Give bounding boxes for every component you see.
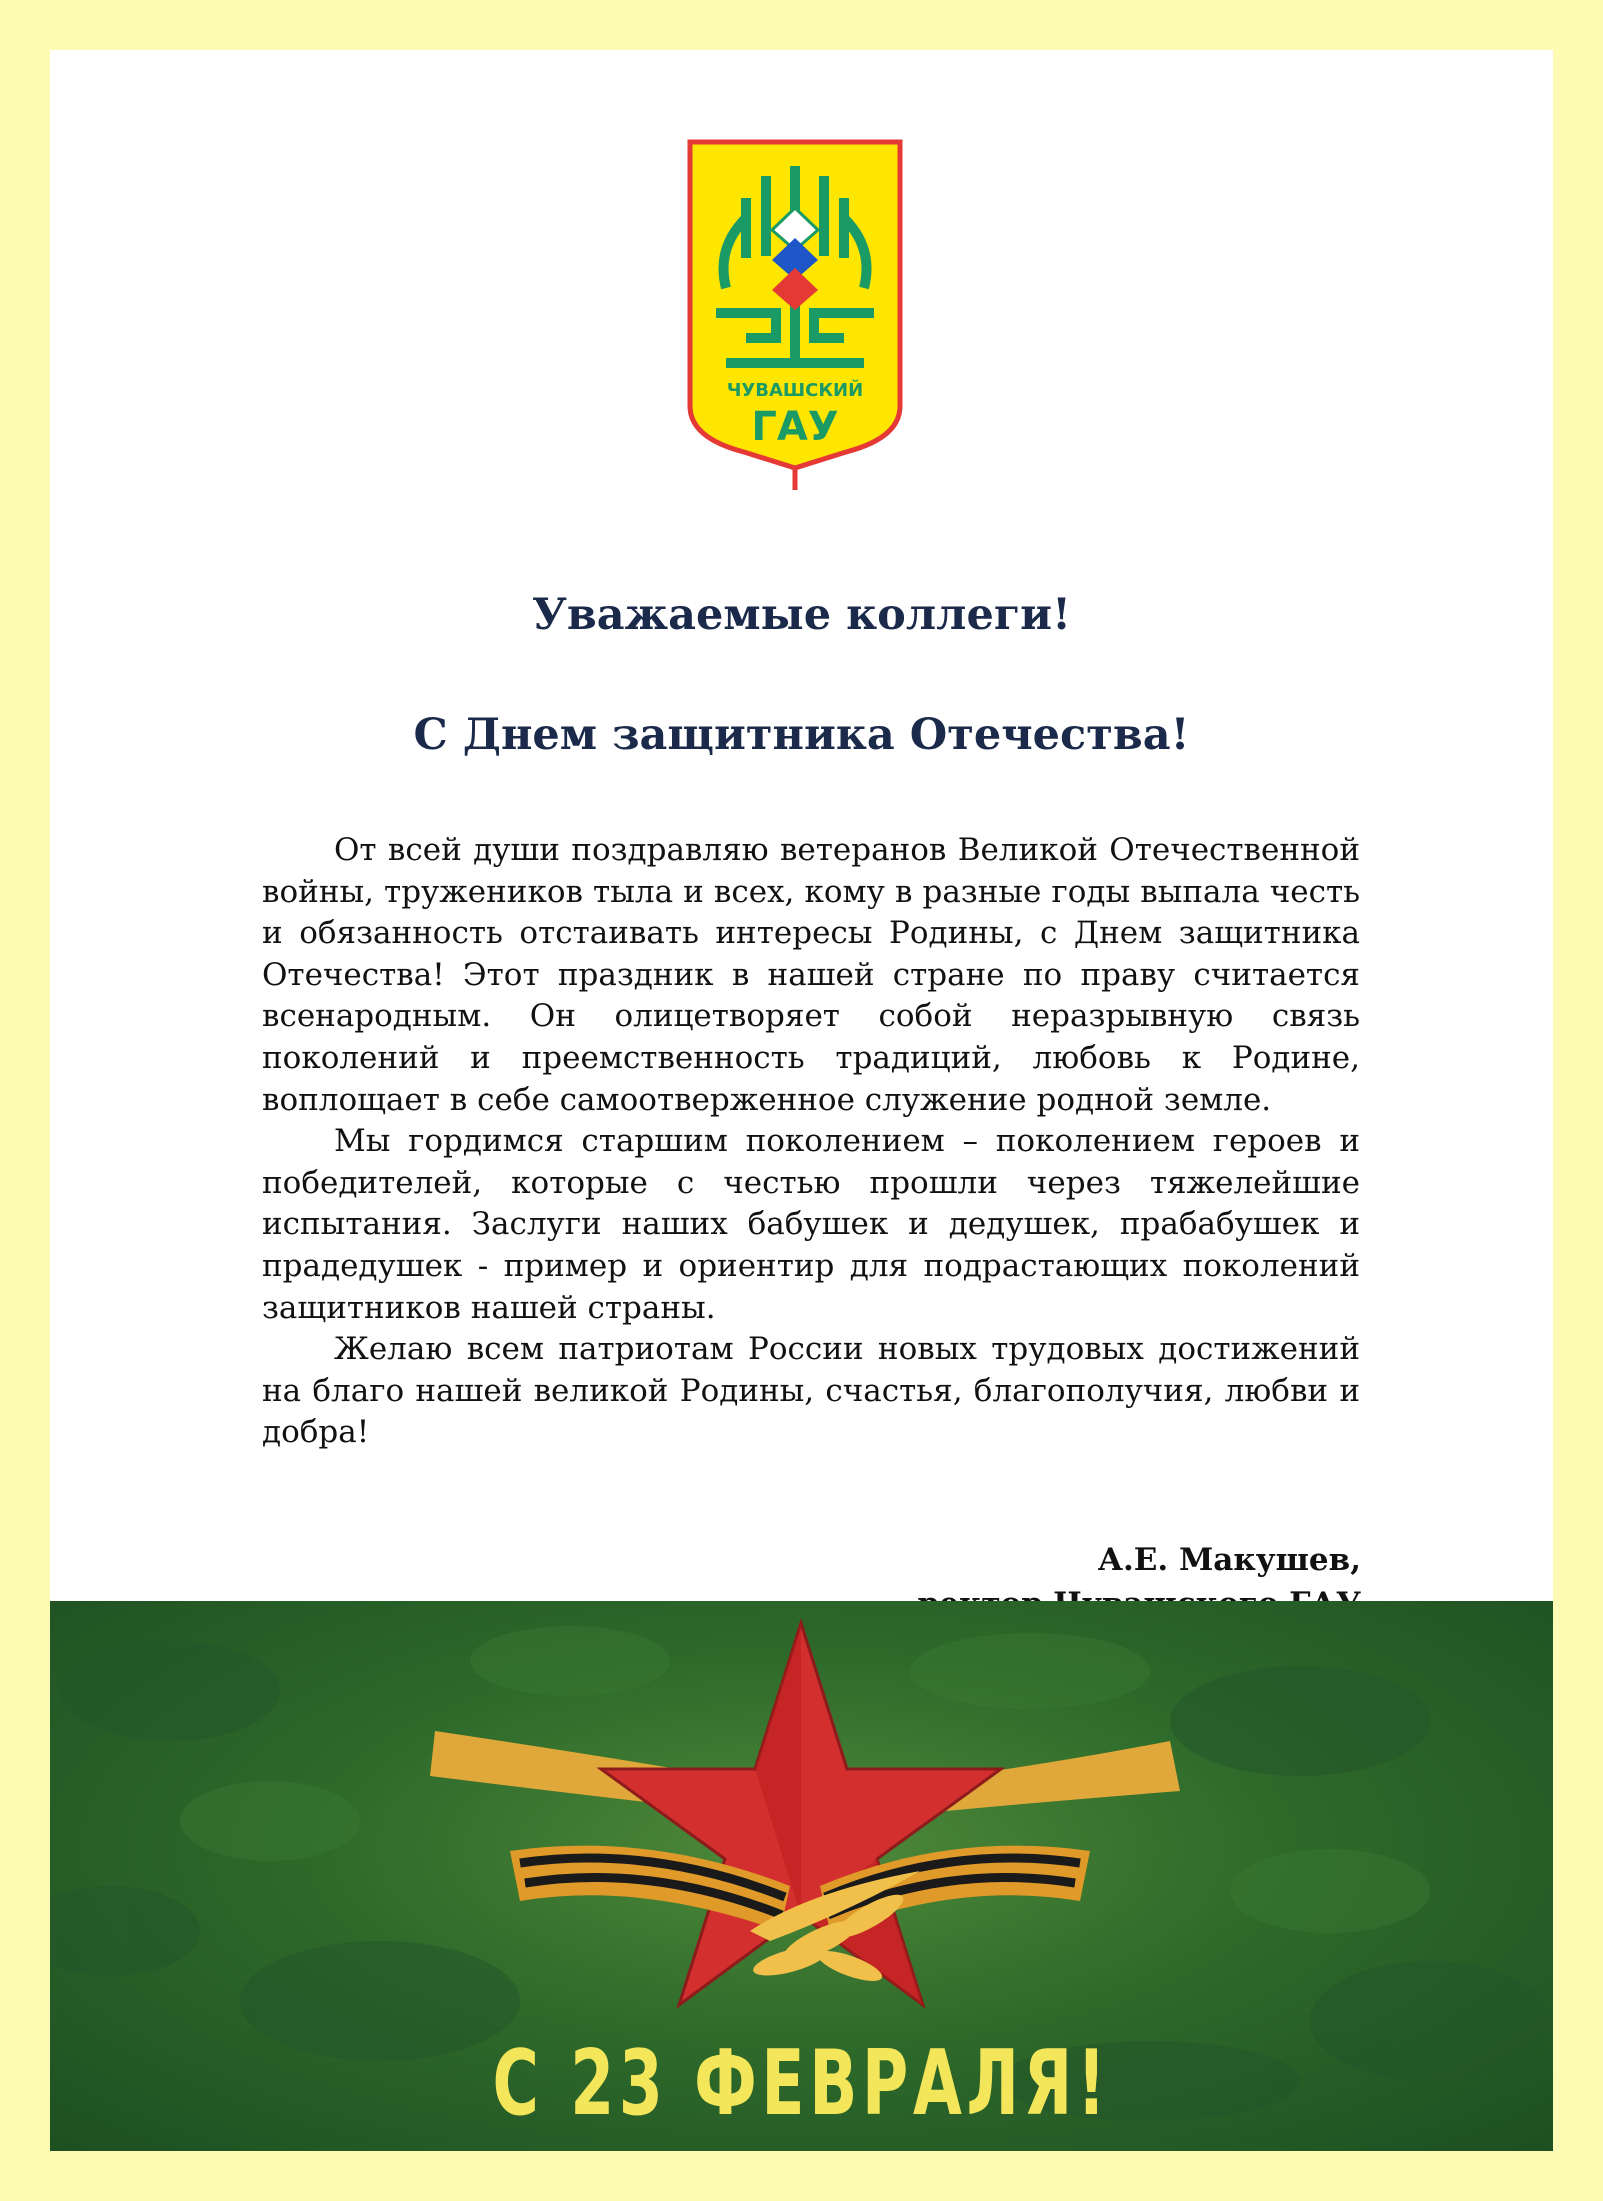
paragraph-3: Желаю всем патриотам России новых трудовых достижений на благо нашей великой Родины, счастья, благополучия, любви и добра!: [262, 1331, 1360, 1451]
logo-text-line1: ЧУВАШСКИЙ: [726, 380, 864, 401]
shield-emblem-icon: [686, 138, 904, 500]
holiday-title: С Днем защитника Отечества!: [413, 710, 1190, 760]
signature-name: А.Е. Макушев,: [1097, 1542, 1361, 1578]
letter-body: [262, 830, 1360, 1454]
university-logo: [686, 138, 904, 500]
letter-page: [50, 50, 1553, 2151]
paragraph-2: Мы гордимся старшим поколением – поколением героев и победителей, которые с честью прошли через тяжелейшие испытания. Заслуги наших бабушек и дедушек, прабабушек и прадедушек - пример и ориентир для подрастающих поколений защитников нашей страны.: [262, 1123, 1360, 1326]
banner-caption: С 23 ФЕВРАЛЯ!: [492, 2031, 1111, 2136]
holiday-banner: [50, 1601, 1553, 2151]
greeting-title: Уважаемые коллеги!: [532, 590, 1071, 640]
paragraph-1: От всей души поздравляю ветеранов Великой Отечественной войны, тружеников тыла и всех, кому в разные годы выпала честь и обязанность отстаивать интересы Родины, с Днем защитника Отечества! Этот праздник в нашей стране по праву считается всенародным. Он олицетворяет собой неразрывную связь поколений и преемственность традиций, любовь к Родине, воплощает в себе самоотверженное служение родной земле.: [262, 832, 1360, 1118]
logo-text-line2: ГАУ: [751, 404, 839, 450]
